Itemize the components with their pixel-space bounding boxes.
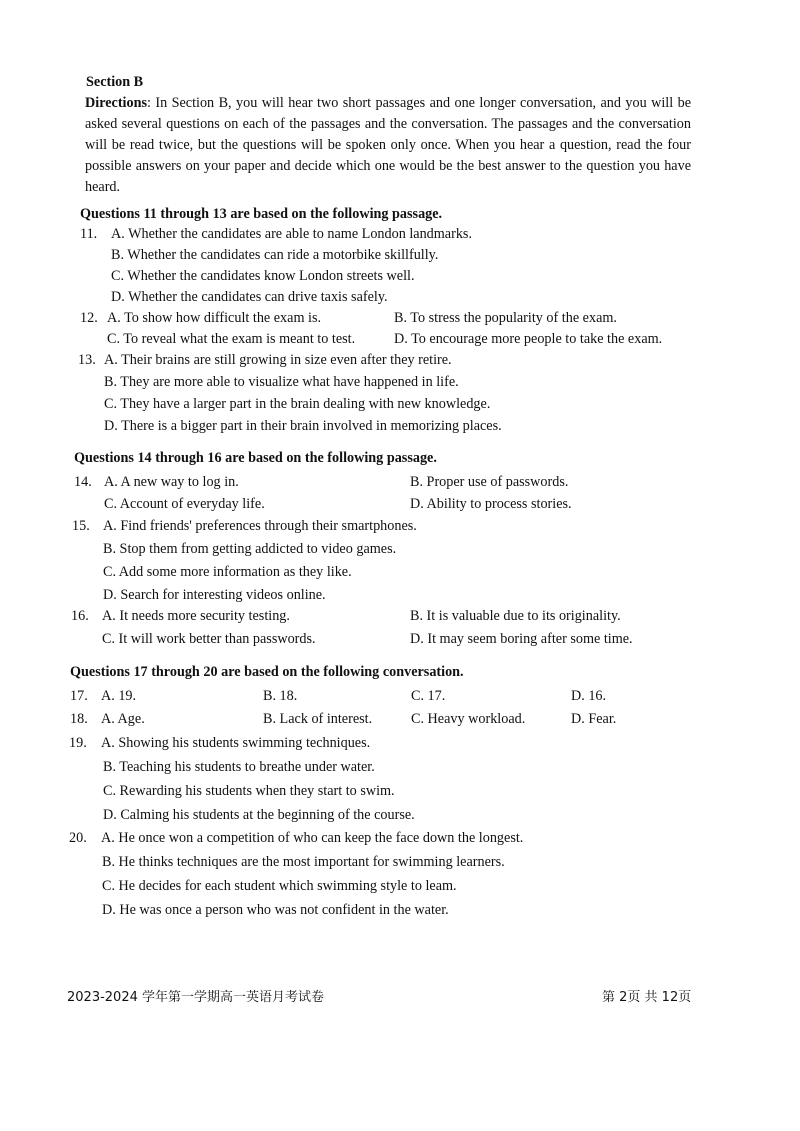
q15-option-c: C. Add some more information as they like. <box>103 564 352 580</box>
footer-page-info: 第 2页 共 12页 <box>602 990 692 1005</box>
question-number-13: 13. <box>78 352 96 368</box>
q11-option-a: A. Whether the candidates are able to name London landmarks. <box>111 226 472 242</box>
q16-option-a: A. It needs more security testing. <box>102 608 290 624</box>
q15-option-d: D. Search for interesting videos online. <box>103 587 326 603</box>
q20-option-a: A. He once won a competition of who can keep the face down the longest. <box>101 830 524 846</box>
directions-paragraph <box>85 93 691 198</box>
group-title-11-13: Questions 11 through 13 are based on the following passage. <box>80 206 443 222</box>
q17-option-a: A. 19. <box>101 688 137 704</box>
q11-option-d: D. Whether the candidates can drive taxis safely. <box>111 289 388 305</box>
q15-option-b: B. Stop them from getting addicted to video games. <box>103 541 397 557</box>
question-number-11: 11. <box>80 226 98 242</box>
q18-option-a: A. Age. <box>101 711 145 727</box>
q19-option-c: C. Rewarding his students when they start to swim. <box>103 783 395 799</box>
q15-option-a: A. Find friends' preferences through their smartphones. <box>103 518 417 534</box>
q12-option-b: B. To stress the popularity of the exam. <box>394 310 617 326</box>
q12-option-a: A. To show how difficult the exam is. <box>107 310 322 326</box>
q14-option-c: C. Account of everyday life. <box>104 496 265 512</box>
question-number-20: 20. <box>69 830 87 846</box>
q19-option-a: A. Showing his students swimming techniques. <box>101 735 371 751</box>
q13-option-c: C. They have a larger part in the brain dealing with new knowledge. <box>104 396 491 412</box>
q20-option-c: C. He decides for each student which swimming style to leam. <box>102 878 457 894</box>
question-number-18: 18. <box>70 711 88 727</box>
section-title: Section B <box>86 74 144 90</box>
q18-option-d: D. Fear. <box>571 711 617 727</box>
q14-option-b: B. Proper use of passwords. <box>410 474 569 490</box>
q12-option-c: C. To reveal what the exam is meant to test. <box>107 331 356 347</box>
question-number-15: 15. <box>72 518 90 534</box>
question-number-16: 16. <box>71 608 89 624</box>
question-number-19: 19. <box>69 735 87 751</box>
q17-option-b: B. 18. <box>263 688 298 704</box>
q17-option-d: D. 16. <box>571 688 607 704</box>
q14-option-d: D. Ability to process stories. <box>410 496 572 512</box>
q11-option-b: B. Whether the candidates can ride a motorbike skillfully. <box>111 247 439 263</box>
q14-option-a: A. A new way to log in. <box>104 474 239 490</box>
footer-exam-title: 2023-2024 学年第一学期高一英语月考试卷 <box>67 990 324 1005</box>
question-number-12: 12. <box>80 310 98 326</box>
q11-option-c: C. Whether the candidates know London streets well. <box>111 268 415 284</box>
q19-option-d: D. Calming his students at the beginning of the course. <box>103 807 415 823</box>
q16-option-c: C. It will work better than passwords. <box>102 631 316 647</box>
q13-option-b: B. They are more able to visualize what have happened in life. <box>104 374 459 390</box>
q12-option-d: D. To encourage more people to take the exam. <box>394 331 663 347</box>
q20-option-b: B. He thinks techniques are the most important for swimming learners. <box>102 854 505 870</box>
q20-option-d: D. He was once a person who was not confident in the water. <box>102 902 449 918</box>
question-number-17: 17. <box>70 688 88 704</box>
q13-option-a: A. Their brains are still growing in size even after they retire. <box>104 352 452 368</box>
q18-option-c: C. Heavy workload. <box>411 711 526 727</box>
q16-option-d: D. It may seem boring after some time. <box>410 631 633 647</box>
directions-text: : In Section B, you will hear two short passages and one longer conversation, and you will be asked several questions on each of the passages and the conversation. The passages and the conversation will be read twice, but the questions will be spoken only once. When you hear a question, read the four possible answers on your paper and decide which one would be the best answer to the question you have heard. <box>85 95 691 195</box>
directions-label: Directions <box>85 95 147 111</box>
group-title-17-20: Questions 17 through 20 are based on the following conversation. <box>70 664 464 680</box>
q16-option-b: B. It is valuable due to its originality. <box>410 608 621 624</box>
q13-option-d: D. There is a bigger part in their brain involved in memorizing places. <box>104 418 502 434</box>
q18-option-b: B. Lack of interest. <box>263 711 373 727</box>
group-title-14-16: Questions 14 through 16 are based on the following passage. <box>74 450 437 466</box>
question-number-14: 14. <box>74 474 92 490</box>
q17-option-c: C. 17. <box>411 688 446 704</box>
q19-option-b: B. Teaching his students to breathe under water. <box>103 759 375 775</box>
